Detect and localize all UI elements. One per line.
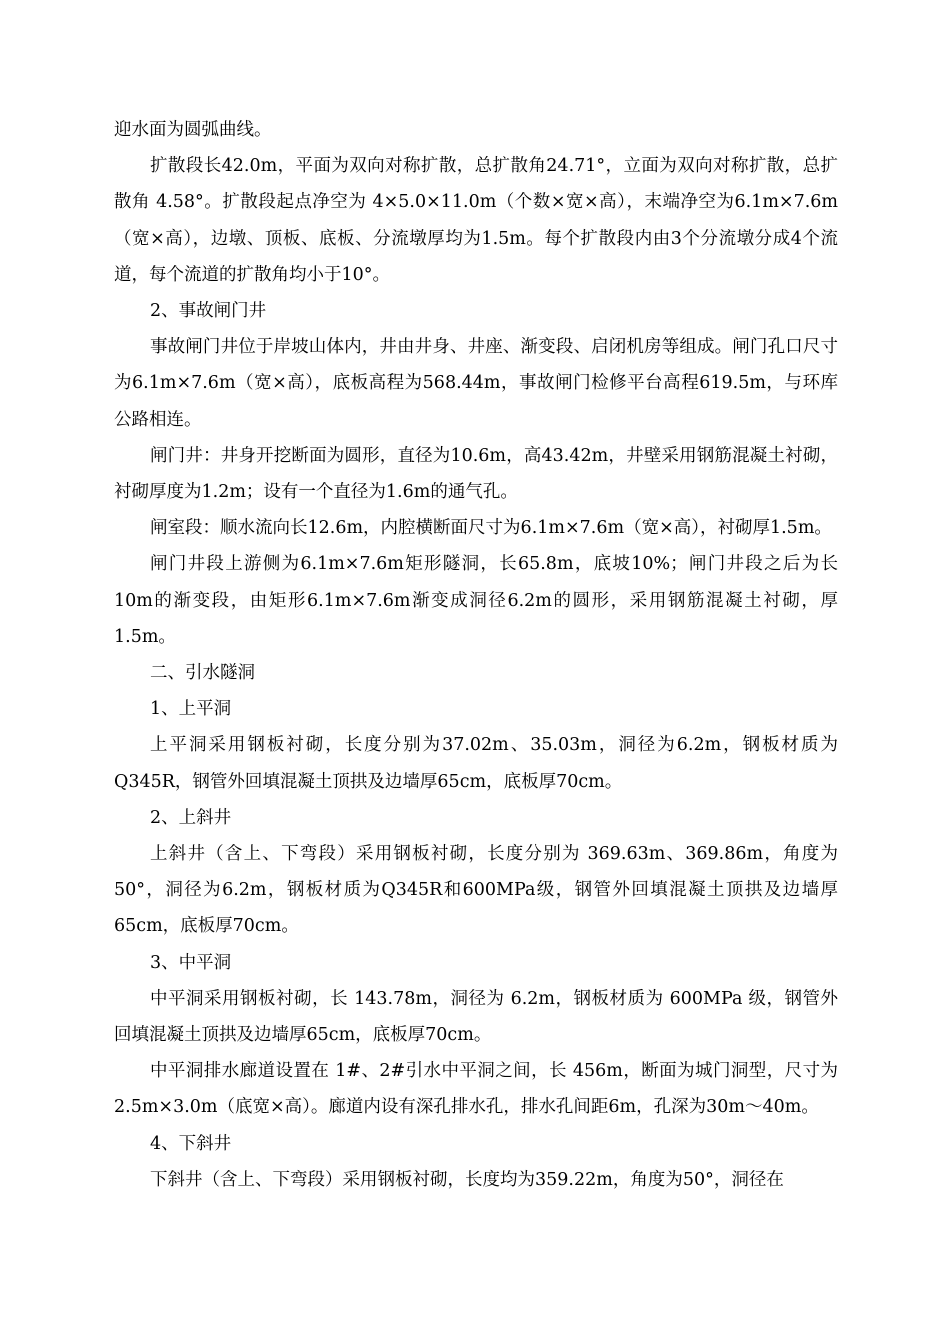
paragraph: 中平洞排水廊道设置在 1#、2#引水中平洞之间，长 456m，断面为城门洞型，尺寸为2.5m×3.0m（底宽×高）。廊道内设有深孔排水孔，排水孔间距6m，孔深为30m～40m。 [114, 1061, 838, 1118]
section-heading: 2、上斜井 [150, 807, 232, 828]
document-body [114, 112, 838, 1198]
chapter-heading: 二、引水隧洞 [150, 663, 255, 684]
paragraph: 上斜井（含上、下弯段）采用钢板衬砌，长度分别为 369.63m、369.86m，角度为50°，洞径为6.2m，钢板材质为Q345R和600MPa级，钢管外回填混凝土顶拱及边墙厚65cm，底板厚70cm。 [114, 844, 838, 937]
paragraph: 迎水面为圆弧曲线。 [114, 120, 272, 140]
paragraph: 闸门井：井身开挖断面为圆形，直径为10.6m，高43.42m，井壁采用钢筋混凝土衬砌，衬砌厚度为1.2m；设有一个直径为1.6m的通气孔。 [114, 445, 838, 503]
section-heading: 3、中平洞 [150, 952, 232, 973]
paragraph: 中平洞采用钢板衬砌，长 143.78m，洞径为 6.2m，钢板材质为 600MPa 级，钢管外回填混凝土顶拱及边墙厚65cm，底板厚70cm。 [114, 988, 838, 1046]
paragraph: 扩散段长42.0m，平面为双向对称扩散，总扩散角24.71°，立面为双向对称扩散，总扩散角 4.58°。扩散段起点净空为 4×5.0×11.0m（个数×宽×高），末端净空为6.1m×7.6m（宽×高），边墩、顶板、底板、分流墩厚均为1.5m。每个扩散段内由3个分流墩分成4个流道，每个流道的扩散角均小于10°。 [114, 156, 838, 285]
paragraph: 上平洞采用钢板衬砌，长度分别为37.02m、35.03m，洞径为6.2m，钢板材质为Q345R，钢管外回填混凝土顶拱及边墙厚65cm，底板厚70cm。 [114, 735, 838, 792]
paragraph: 闸门井段上游侧为6.1m×7.6m矩形隧洞，长65.8m，底坡10%；闸门井段之后为长10m的渐变段，由矩形6.1m×7.6m渐变成洞径6.2m的圆形，采用钢筋混凝土衬砌，厚1.5m。 [114, 554, 838, 647]
paragraph: 事故闸门井位于岸坡山体内，井由井身、井座、渐变段、启闭机房等组成。闸门孔口尺寸为6.1m×7.6m（宽×高），底板高程为568.44m，事故闸门检修平台高程619.5m，与环库公路相连。 [114, 337, 838, 430]
section-heading: 4、下斜井 [150, 1133, 232, 1154]
section-heading: 2、事故闸门井 [150, 301, 267, 322]
section-heading: 1、上平洞 [150, 699, 232, 720]
paragraph: 下斜井（含上、下弯段）采用钢板衬砌，长度均为359.22m，角度为50°，洞径在 [150, 1169, 784, 1190]
paragraph: 闸室段：顺水流向长12.6m，内腔横断面尺寸为6.1m×7.6m（宽×高），衬砌厚1.5m。 [150, 518, 832, 539]
